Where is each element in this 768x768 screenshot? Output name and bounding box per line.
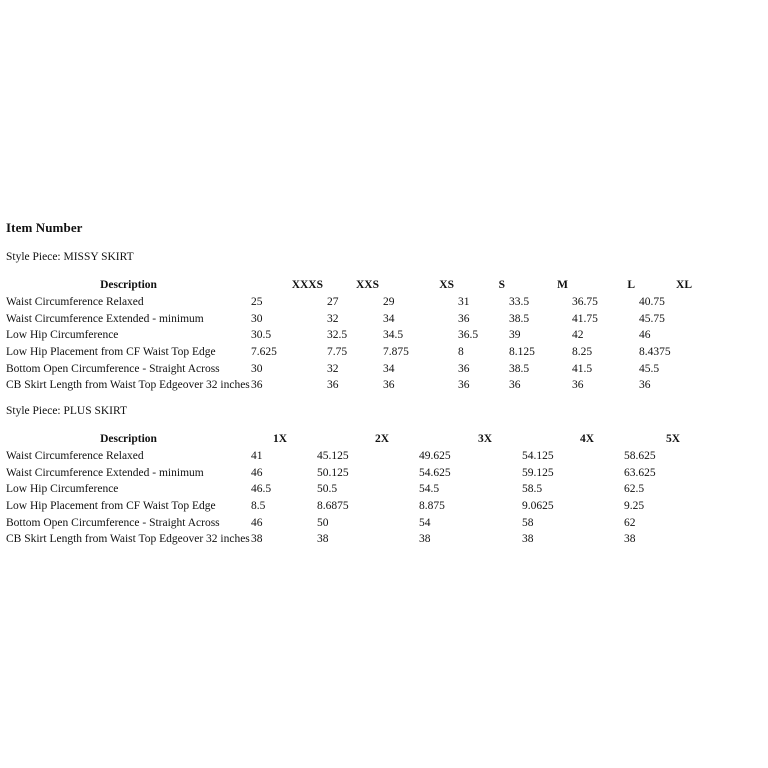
measurement-value: 34.5 — [383, 329, 404, 342]
plus-description-header: Description — [100, 433, 157, 446]
table-row — [6, 327, 696, 344]
table-row — [6, 344, 696, 361]
table-row — [6, 531, 688, 548]
plus-size-table — [6, 431, 688, 548]
measurement-value: 32 — [327, 312, 339, 325]
measurement-value: 46 — [639, 329, 651, 342]
measurement-label: Low Hip Circumference — [6, 329, 119, 342]
measurement-value: 7.625 — [251, 346, 277, 359]
plus-size-header: 3X — [477, 433, 492, 446]
measurement-value: 41.75 — [572, 312, 598, 325]
measurement-value: 34 — [383, 362, 395, 375]
measurement-value: 8.4375 — [639, 346, 671, 359]
measurement-value: 50 — [317, 516, 329, 529]
measurement-value: 31 — [458, 296, 470, 309]
missy-size-header: XS — [439, 279, 454, 292]
measurement-label: Waist Circumference Extended - minimum — [6, 466, 204, 479]
measurement-value: 34 — [383, 312, 395, 325]
measurement-value: 36 — [572, 379, 584, 392]
measurement-value: 58.625 — [624, 450, 656, 463]
measurement-value: 30.5 — [251, 329, 272, 342]
plus-size-header: 2X — [374, 433, 389, 446]
measurement-value: 46 — [251, 466, 263, 479]
measurement-value: 8 — [458, 346, 464, 359]
missy-size-header: XXXS — [291, 279, 323, 292]
measurement-value: 36.5 — [458, 329, 479, 342]
missy-size-header: XXS — [355, 279, 379, 292]
measurement-label: Waist Circumference Relaxed — [6, 450, 144, 463]
table-row — [6, 498, 688, 515]
measurement-value: 45.125 — [317, 450, 349, 463]
measurement-label: Bottom Open Circumference - Straight Across — [6, 516, 220, 529]
measurement-value: 54.5 — [419, 483, 440, 496]
measurement-value: 38 — [317, 533, 329, 546]
measurement-value: 8.125 — [509, 346, 535, 359]
measurement-value: 36 — [458, 362, 470, 375]
measurement-value: 45.75 — [639, 312, 665, 325]
measurement-label: CB Skirt Length from Waist Top Edgeover 32 inches — [6, 533, 250, 546]
measurement-value: 62.5 — [624, 483, 645, 496]
measurement-value: 40.75 — [639, 296, 665, 309]
measurement-value: 38 — [419, 533, 431, 546]
measurement-value: 54.625 — [419, 466, 451, 479]
measurement-value: 27 — [327, 296, 339, 309]
measurement-value: 32 — [327, 362, 339, 375]
measurement-value: 36 — [458, 312, 470, 325]
measurement-value: 38.5 — [509, 362, 530, 375]
measurement-value: 45.5 — [639, 362, 660, 375]
measurement-value: 50.125 — [317, 466, 349, 479]
measurement-value: 30 — [251, 362, 263, 375]
table-row — [6, 360, 696, 377]
plus-style-piece-label: Style Piece: PLUS SKIRT — [6, 405, 128, 417]
measurement-value: 54.125 — [522, 450, 554, 463]
measurement-value: 46 — [251, 516, 263, 529]
measurement-value: 36.75 — [572, 296, 598, 309]
measurement-value: 36 — [639, 379, 651, 392]
measurement-value: 38 — [251, 533, 263, 546]
table-row — [6, 448, 688, 465]
measurement-value: 36 — [327, 379, 339, 392]
measurement-value: 8.875 — [419, 500, 445, 513]
table-row — [6, 464, 688, 481]
measurement-value: 58 — [522, 516, 534, 529]
measurement-value: 41.5 — [572, 362, 593, 375]
measurement-value: 29 — [383, 296, 395, 309]
measurement-value: 7.875 — [383, 346, 409, 359]
measurement-value: 30 — [251, 312, 263, 325]
plus-header-row — [6, 431, 688, 448]
item-number-heading: Item Number — [6, 220, 83, 235]
measurement-value: 33.5 — [509, 296, 530, 309]
measurement-value: 9.25 — [624, 500, 645, 513]
measurement-value: 36 — [509, 379, 521, 392]
table-row — [6, 514, 688, 531]
measurement-label: Low Hip Circumference — [6, 483, 119, 496]
measurement-value: 41 — [251, 450, 263, 463]
measurement-value: 8.5 — [251, 500, 266, 513]
measurement-value: 9.0625 — [522, 500, 554, 513]
measurement-value: 32.5 — [327, 329, 348, 342]
measurement-value: 38 — [624, 533, 636, 546]
measurement-value: 58.5 — [522, 483, 543, 496]
measurement-value: 38.5 — [509, 312, 530, 325]
missy-size-header: S — [498, 279, 505, 292]
measurement-value: 59.125 — [522, 466, 554, 479]
measurement-value: 62 — [624, 516, 636, 529]
measurement-label: Waist Circumference Relaxed — [6, 296, 144, 309]
plus-size-header: 1X — [272, 433, 287, 446]
measurement-value: 54 — [419, 516, 431, 529]
measurement-value: 39 — [509, 329, 521, 342]
missy-style-piece-label: Style Piece: MISSY SKIRT — [6, 251, 134, 263]
measurement-label: CB Skirt Length from Waist Top Edgeover 32 inches — [6, 379, 250, 392]
measurement-label: Waist Circumference Extended - minimum — [6, 312, 204, 325]
missy-description-header: Description — [100, 279, 157, 292]
measurement-label: Low Hip Placement from CF Waist Top Edge — [6, 346, 216, 359]
measurement-label: Low Hip Placement from CF Waist Top Edge — [6, 500, 216, 513]
measurement-value: 36 — [458, 379, 470, 392]
measurement-value: 49.625 — [419, 450, 451, 463]
missy-size-header: L — [627, 279, 635, 292]
measurement-value: 25 — [251, 296, 263, 309]
plus-size-header: 4X — [579, 433, 594, 446]
table-row — [6, 481, 688, 498]
plus-size-header: 5X — [665, 433, 680, 446]
measurement-value: 63.625 — [624, 466, 656, 479]
measurement-value: 7.75 — [327, 346, 348, 359]
missy-size-table — [6, 277, 696, 394]
measurement-value: 38 — [522, 533, 534, 546]
missy-size-header: M — [557, 279, 568, 292]
measurement-value: 8.6875 — [317, 500, 349, 513]
measurement-label: Bottom Open Circumference - Straight Across — [6, 362, 220, 375]
measurement-value: 8.25 — [572, 346, 593, 359]
table-row — [6, 294, 696, 311]
measurement-value: 36 — [251, 379, 263, 392]
measurement-value: 46.5 — [251, 483, 272, 496]
table-row — [6, 377, 696, 394]
table-row — [6, 310, 696, 327]
measurement-value: 50.5 — [317, 483, 338, 496]
missy-size-header: XL — [676, 279, 692, 292]
missy-header-row — [6, 277, 696, 294]
measurement-value: 42 — [572, 329, 584, 342]
measurement-value: 36 — [383, 379, 395, 392]
